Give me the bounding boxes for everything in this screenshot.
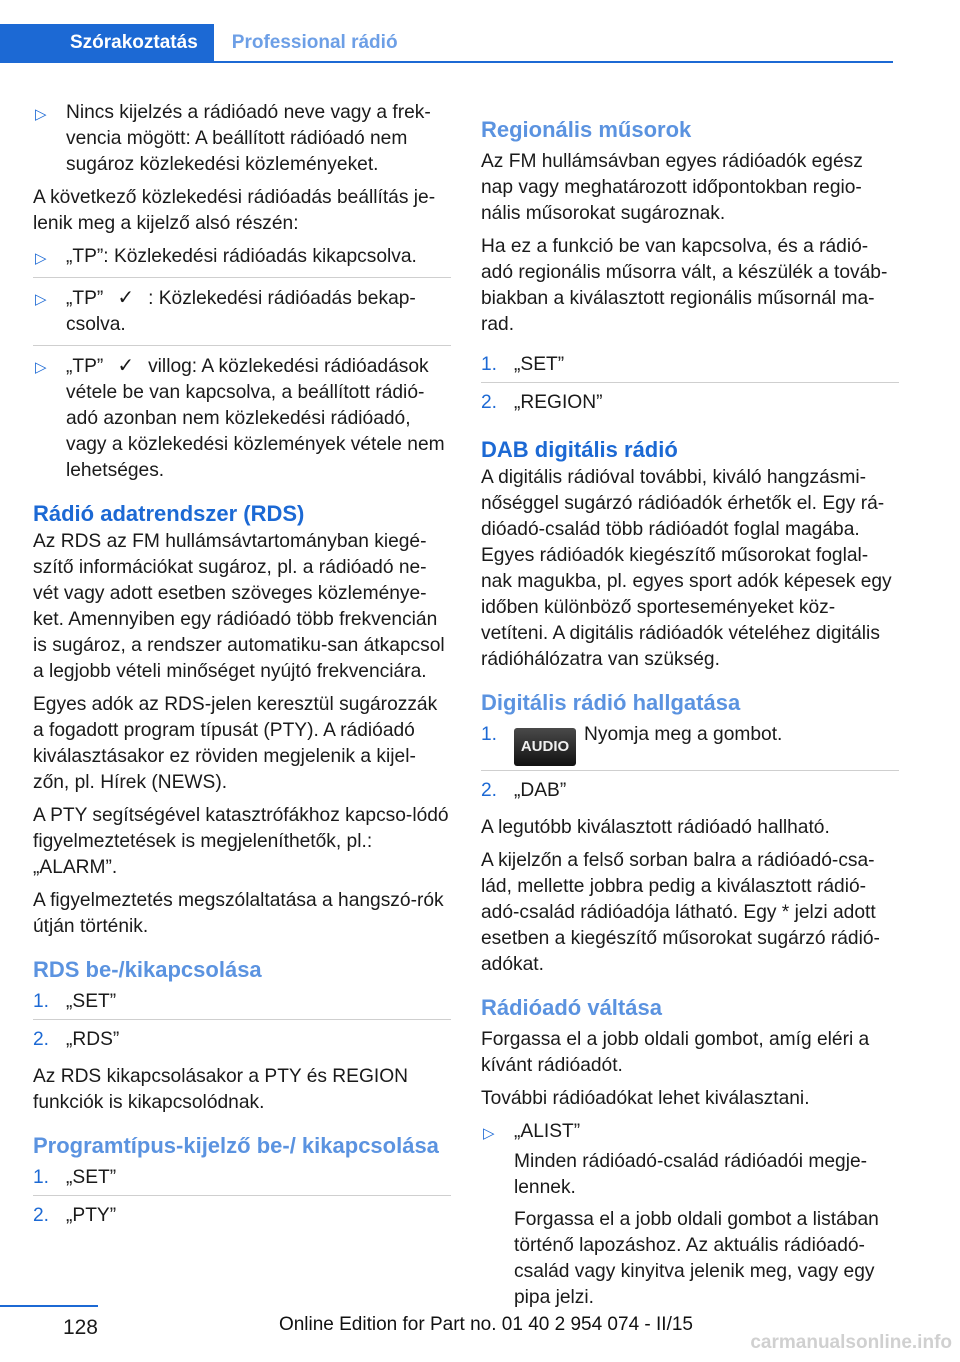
- step-text: „PTY”: [66, 1205, 117, 1226]
- triangle-bullet-icon: ▷: [35, 291, 47, 308]
- checkmark-icon: ✓: [117, 287, 135, 309]
- bullet-text: : Közlekedési rádióadás bekap-csolva.: [66, 288, 416, 335]
- bullet-text: Nincs kijelzés a rádióadó neve vagy a frek-vencia mögött: A beállított rádióadó nem sugároz közlekedési közleményeket.: [66, 102, 431, 175]
- paragraph: Forgassa el a jobb oldali gombot a listában történő lapozáshoz. Az aktuális rádióadó-család vagy kinyitva jelenik meg, vagy egy pipa jelzi.: [514, 1209, 879, 1308]
- subsection-heading: Digitális rádió hallgatása: [481, 690, 741, 715]
- paragraph: Ha ez a funkció be van kapcsolva, és a rádió-adó regionális műsorra vált, a készülék a továb-biakban a kiválasztott regionális műsornál ma-rad.: [481, 236, 888, 335]
- paragraph: A digitális rádióval további, kiváló hangzásmi-nőséggel sugárzó rádióadók érhetők el. Egy rá-dióadó-család több rádióadót foglal magába. Egyes rádióadók kiegészítő műsorokat foglal-nak magukba, pl. egyes sport adók képesek egy időben különböző sporteseményeket köz-vetíteni. A digitális rádióadók vételéhez digitális rádióhálózatra van szükség.: [481, 467, 892, 670]
- step-item: [33, 989, 451, 1020]
- step-item: [481, 390, 899, 420]
- paragraph: A kijelzőn a felső sorban balra a rádióadó-csa-lád, mellette jobbra pedig a kiválasztott rádió-adó-család rádióadója látható. Egy * jelzi adott esetben a kiegészítő műsorokat sugárzó rádió-adókat.: [481, 850, 880, 975]
- header-tabs: [0, 24, 414, 61]
- subsection-heading: Programtípus-kijelző be-/ kikapcsolása: [33, 1133, 439, 1158]
- bullet-text: „TP”: [66, 288, 104, 309]
- triangle-bullet-icon: ▷: [483, 1125, 495, 1142]
- paragraph: További rádióadókat lehet kiválasztani.: [481, 1088, 810, 1109]
- paragraph: Minden rádióadó-család rádióadói megje-lennek.: [514, 1151, 868, 1198]
- page-number-rule: [0, 1305, 98, 1307]
- watermark: carmanualsonline.info: [750, 1332, 952, 1353]
- tab-entertainment[interactable]: Szórakoztatás: [0, 24, 214, 61]
- step-text: „DAB”: [514, 780, 567, 801]
- list-item: [33, 100, 451, 178]
- triangle-bullet-icon: ▷: [35, 106, 47, 123]
- step-number: 1.: [33, 991, 50, 1012]
- edition-footer: Online Edition for Part no. 01 40 2 954 074 - II/15: [278, 1314, 693, 1335]
- step-item: [481, 352, 899, 383]
- paragraph: Az FM hullámsávban egyes rádióadók egész nap vagy meghatározott időpontokban regio-nális műsorokat sugároznak.: [481, 151, 863, 224]
- subsection-heading: Rádióadó váltása: [481, 995, 662, 1020]
- paragraph: Forgassa el a jobb oldali gombot, amíg eléri a kívánt rádióadót.: [481, 1029, 870, 1076]
- step-number: 2.: [481, 392, 498, 413]
- bullet-text: villog: A közlekedési rádióadások vétele be van kapcsolva, a beállított rádió-adó azonban nem közlekedési rádióadó, vagy a közlekedési közlemények vétele nem lehetséges.: [66, 356, 445, 481]
- paragraph: Az RDS kikapcsolásakor a PTY és REGION funkciók is kikapcsolódnak.: [33, 1066, 408, 1113]
- page-number: 128: [62, 1316, 98, 1339]
- bullet-text: „ALIST”: [514, 1121, 581, 1142]
- step-number: 2.: [481, 780, 498, 801]
- step-text: Nyomja meg a gombot.: [584, 724, 783, 745]
- right-column: [481, 100, 899, 1318]
- paragraph: A következő közlekedési rádióadás beállítás je-lenik meg a kijelző alsó részén:: [33, 187, 436, 234]
- step-text: „SET”: [66, 991, 117, 1012]
- step-text: „REGION”: [514, 392, 603, 413]
- step-item: [33, 1165, 451, 1196]
- bullet-text: „TP”: [66, 356, 104, 377]
- checkmark-icon: ✓: [117, 355, 135, 377]
- section-heading: Rádió adatrendszer (RDS): [33, 501, 305, 526]
- section-heading: DAB digitális rádió: [481, 437, 678, 462]
- header-rule: [0, 61, 893, 63]
- subsection-heading: RDS be-/kikapcsolása: [33, 957, 262, 982]
- step-number: 2.: [33, 1029, 50, 1050]
- step-number: 2.: [33, 1205, 50, 1226]
- step-text: „RDS”: [66, 1029, 120, 1050]
- paragraph: A PTY segítségével katasztrófákhoz kapcso-lódó figyelmeztetések is megjeleníthetők, pl.: „ALARM”.: [33, 805, 449, 878]
- step-text: „SET”: [514, 354, 565, 375]
- step-item: [481, 722, 899, 771]
- list-item: [33, 285, 451, 346]
- tab-professional-radio[interactable]: Professional rádió: [231, 31, 398, 53]
- step-number: 1.: [481, 354, 498, 375]
- paragraph: A figyelmeztetés megszólaltatása a hangszó-rók útján történik.: [33, 890, 444, 937]
- triangle-bullet-icon: ▷: [35, 359, 47, 376]
- step-item: [33, 1027, 451, 1057]
- list-item: [33, 353, 451, 484]
- step-number: 1.: [481, 724, 498, 745]
- list-item: [33, 244, 451, 278]
- paragraph: Az RDS az FM hullámsávtartományban kiegé-szítő információkat sugároz, pl. a rádióadó ne-vét vagy adott esetben szöveges közleménye-ket. Amennyiben egy rádióadó több frekvencián is sugároz, a rendszer automatiku-san átkapcsol a legjobb vételi minőséget nyújtó frekvenciára.: [33, 531, 445, 682]
- step-text: „SET”: [66, 1167, 117, 1188]
- list-item: [481, 1119, 899, 1311]
- paragraph: Egyes adók az RDS-jelen keresztül sugározzák a fogadott program típusát (PTY). A rádióadó kiválasztásakor ez röviden megjelenik a kijel-zőn, pl. Hírek (NEWS).: [33, 694, 438, 793]
- subsection-heading: Regionális műsorok: [481, 117, 692, 142]
- step-item: [481, 778, 899, 808]
- bullet-text: „TP”: Közlekedési rádióadás kikapcsolva.: [66, 246, 417, 267]
- left-column: [33, 100, 451, 1240]
- triangle-bullet-icon: ▷: [35, 250, 47, 267]
- step-number: 1.: [33, 1167, 50, 1188]
- step-item: [33, 1203, 451, 1233]
- paragraph: A legutóbb kiválasztott rádióadó hallható.: [481, 817, 830, 838]
- audio-button-icon: AUDIO: [514, 728, 576, 766]
